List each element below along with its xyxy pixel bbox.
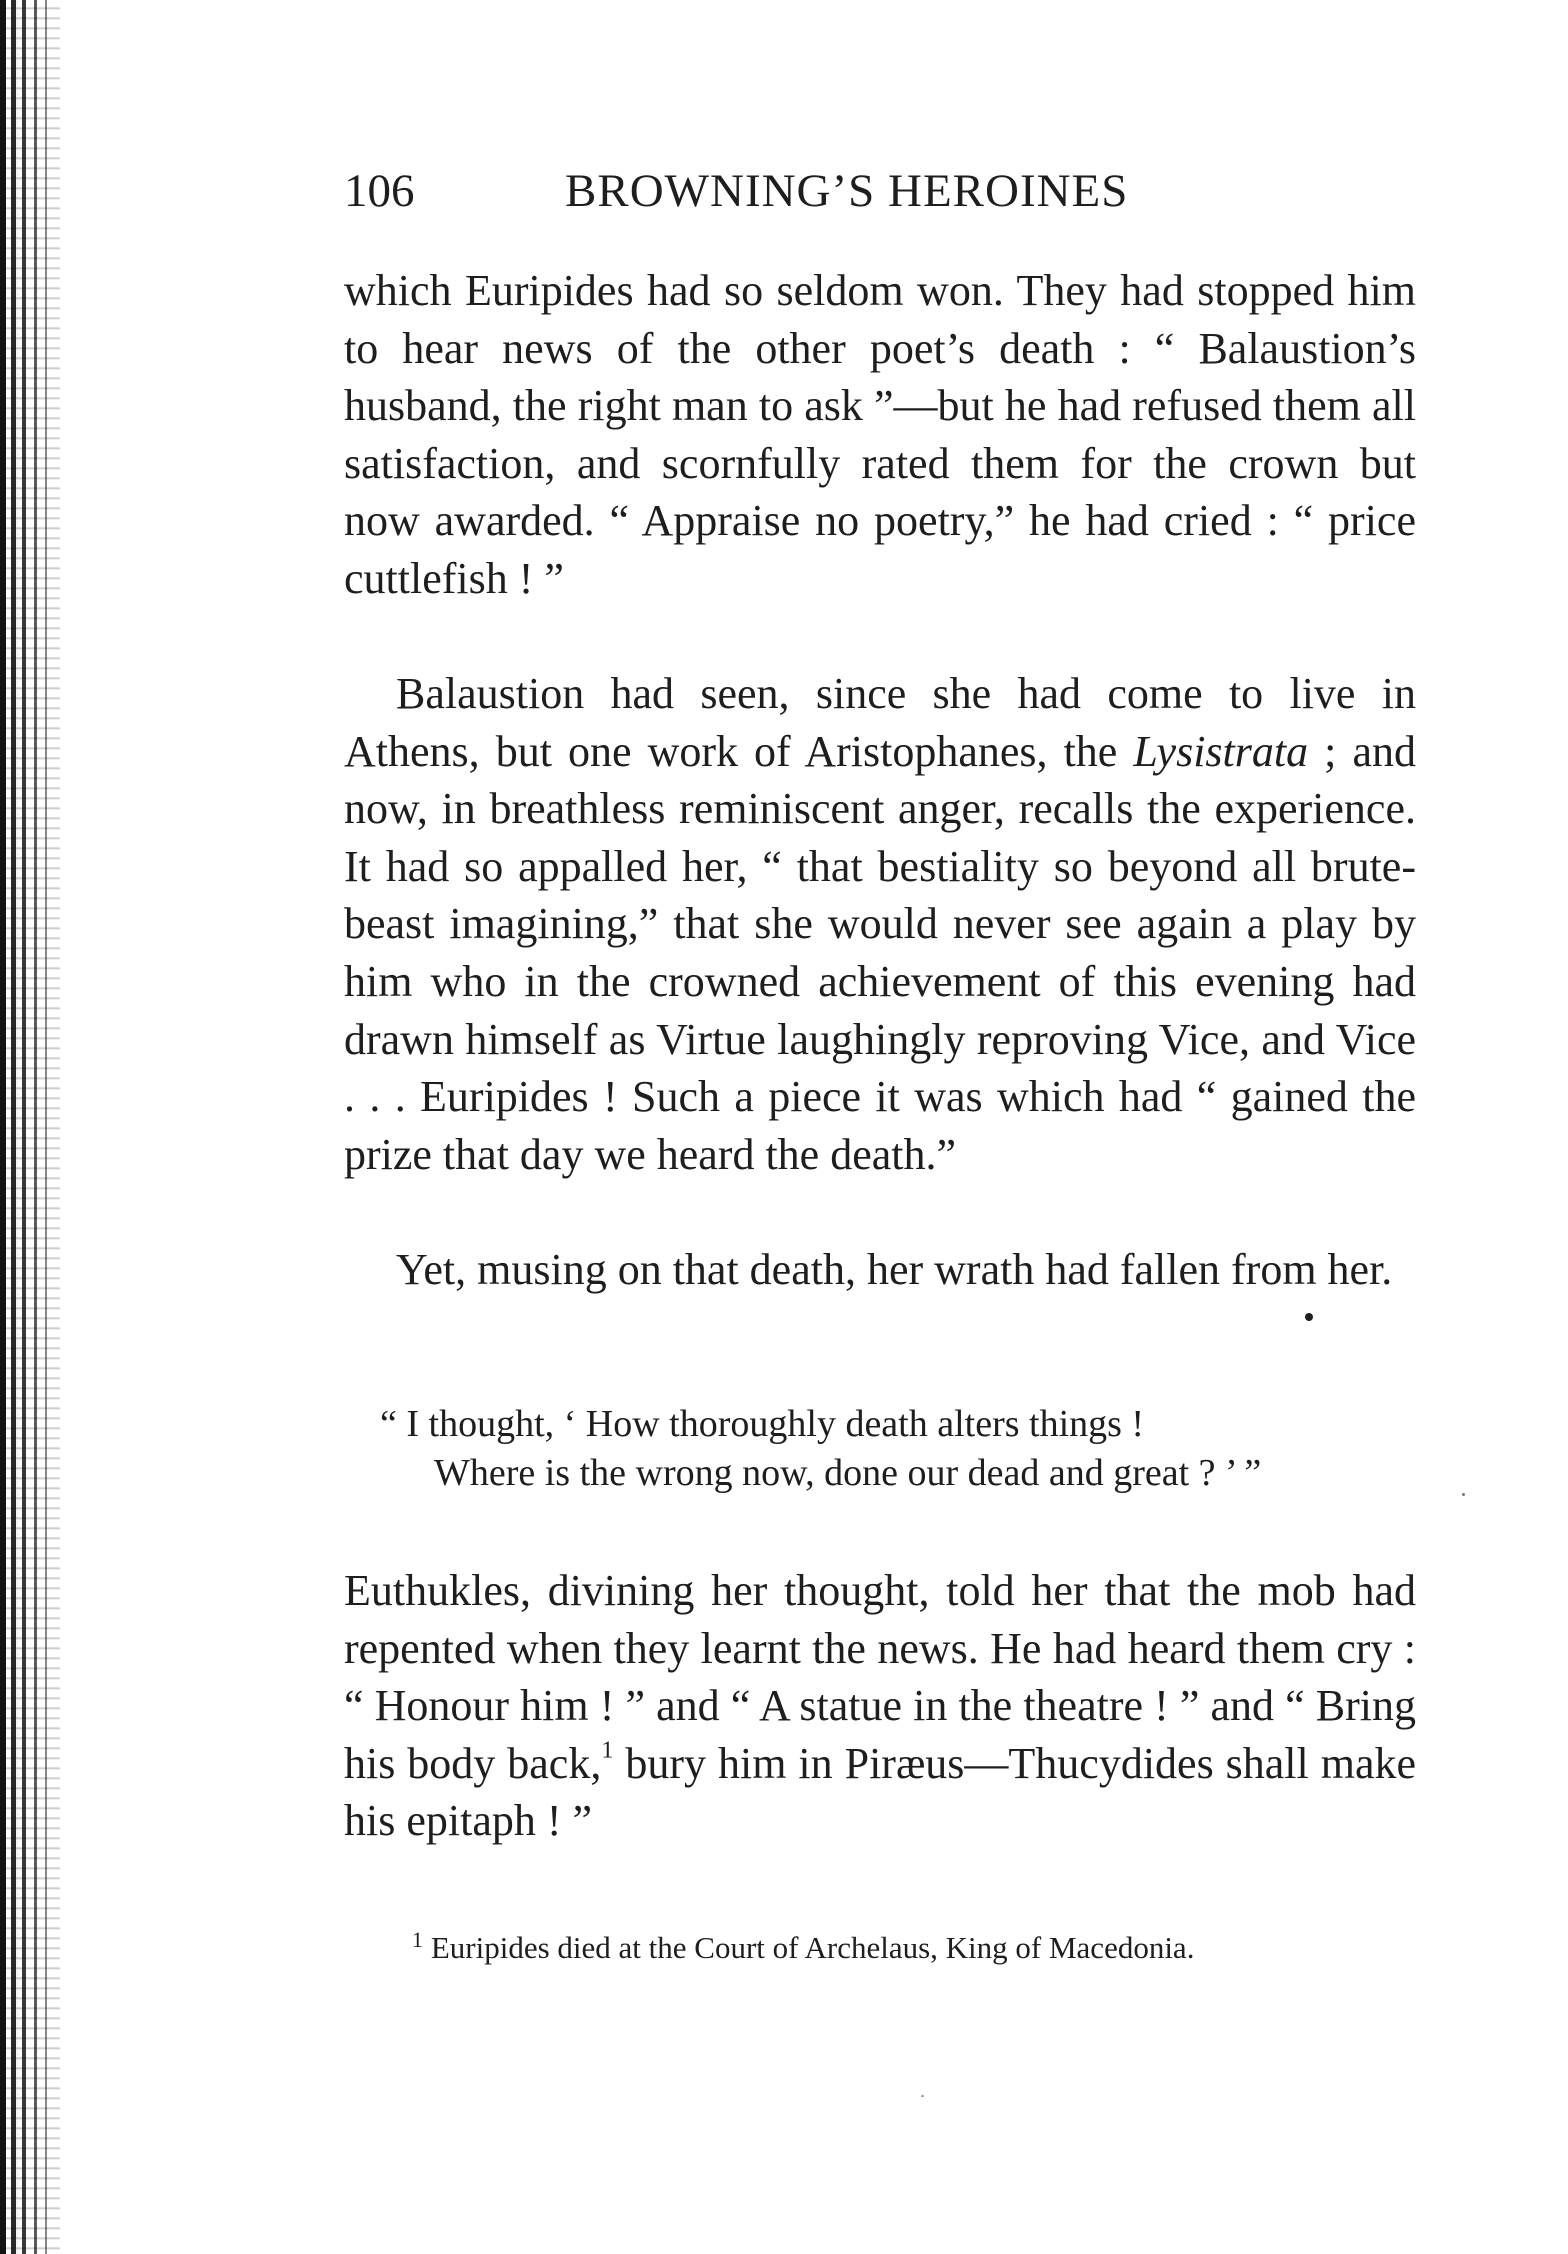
paragraph-1: [344, 262, 1416, 608]
paragraph-4-start: Euthukles, divining her thought, told her that the mob had repented when they learnt the news. He had heard them cry : “ Honour him ! ” and “ A statue in the theatre ! ” and “ Bring his body back,: [344, 1566, 1416, 1788]
running-title: BROWNING’S HEROINES: [565, 165, 1129, 217]
paragraph-4-end: bury him in Piræus—Thucydides shall make his epitaph ! ”: [344, 1738, 1416, 1846]
ink-speck-small: [1462, 1493, 1465, 1496]
paragraph-2-start: Balaustion had seen, since she had come to live in Athens, but one work of Aristophanes, the: [344, 669, 1416, 776]
paragraph-3: [344, 1241, 1416, 1299]
ink-speck: [1305, 1313, 1313, 1321]
verse-line-2: Where is the wrong now, done our dead and great ? ’ ”: [434, 1452, 1262, 1494]
paragraph-3-text: Yet, musing on that death, her wrath had fallen from her.: [396, 1245, 1393, 1294]
page-header: [344, 163, 1416, 219]
footnote-text: Euripides died at the Court of Archelaus, King of Macedonia.: [430, 1929, 1195, 1965]
play-title: Lysistrata: [1133, 726, 1309, 776]
paragraph-2-text: [344, 665, 1416, 1183]
paragraph-2: [344, 665, 1416, 1183]
paragraph-4: [344, 1562, 1416, 1850]
verse-quotation: [380, 1400, 1460, 1498]
paragraph-4-text: [344, 1562, 1416, 1850]
paragraph-1-text: which Euripides had so seldom won. They had stopped him to hear news of the other poet’s death : “ Balaustion’s husband, the right man to ask ”—but he had refused them all satisfaction, and scornfully rated them for the crown but now awarded. “ Appraise no poetry,” he had cried : “ price cuttlefish ! ”: [344, 266, 1416, 603]
footnote: [412, 1920, 1412, 1968]
ink-speck-tiny: [921, 2095, 924, 2097]
page-number: 106: [344, 165, 415, 217]
paragraph-2-end: ; and now, in breathless reminiscent anger, recalls the experience. It had so appalled her, “ that bestiality so beyond all brute-beast imagining,” that she would never see again a play by him who in the crowned achievement of this evening had drawn himself as Virtue laughingly reproving Vice, and Vice . . . Euripides ! Such a piece it was which had “ gained the prize that day we heard the death.”: [344, 726, 1416, 1179]
footnote-mark: 1: [412, 1928, 423, 1952]
footnote-reference: 1: [601, 1736, 614, 1764]
verse-line-1: “ I thought, ‘ How thoroughly death alters things !: [380, 1403, 1145, 1445]
